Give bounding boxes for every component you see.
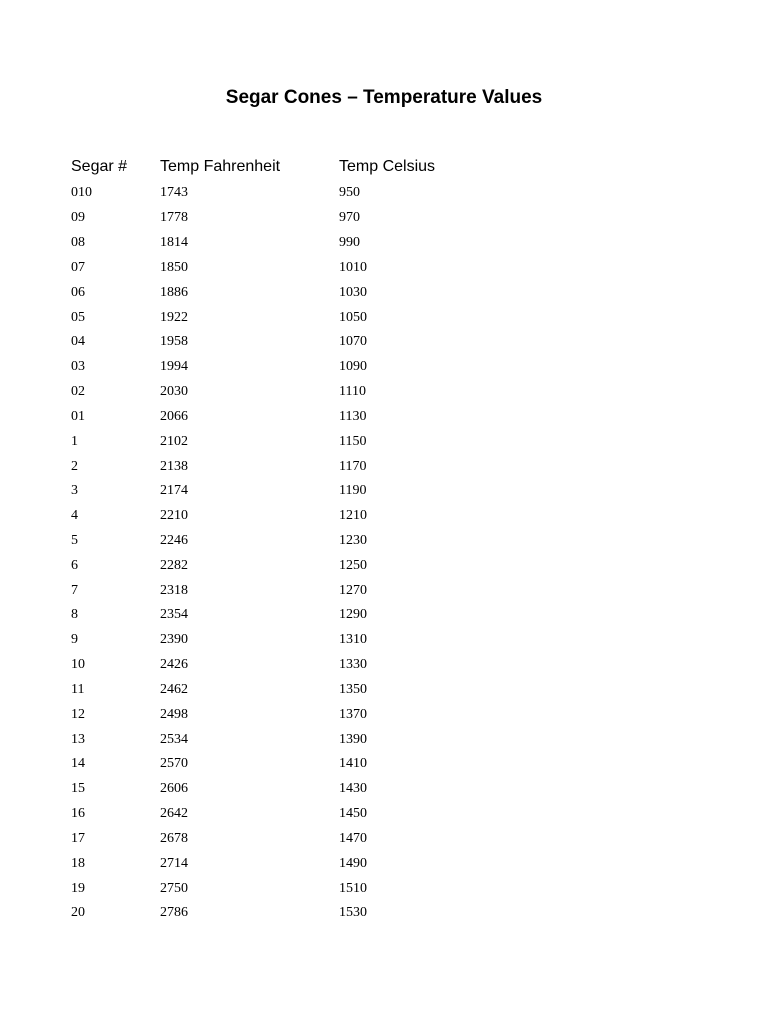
table-row [71, 678, 479, 703]
cell-celsius: 1470 [339, 830, 367, 846]
cell-segar: 20 [71, 905, 85, 921]
table-row [71, 553, 479, 578]
table-row [71, 578, 479, 603]
cell-celsius: 1510 [339, 880, 367, 896]
cell-celsius: 1050 [339, 309, 367, 325]
cell-fahrenheit: 1922 [160, 309, 188, 325]
table-row [71, 404, 479, 429]
cell-celsius: 1090 [339, 359, 367, 375]
cell-fahrenheit: 2390 [160, 632, 188, 648]
cell-segar: 16 [71, 806, 85, 822]
cell-segar: 07 [71, 259, 85, 275]
cell-segar: 6 [71, 557, 78, 573]
cell-celsius: 1490 [339, 855, 367, 871]
cell-celsius: 1350 [339, 681, 367, 697]
cell-fahrenheit: 2570 [160, 756, 188, 772]
cell-celsius: 1010 [339, 259, 367, 275]
cell-fahrenheit: 2714 [160, 855, 188, 871]
cell-fahrenheit: 2642 [160, 806, 188, 822]
cell-segar: 06 [71, 284, 85, 300]
cell-celsius: 1210 [339, 508, 367, 524]
cell-segar: 1 [71, 433, 78, 449]
cell-fahrenheit: 2174 [160, 483, 188, 499]
cell-celsius: 990 [339, 235, 360, 251]
cell-segar: 17 [71, 830, 85, 846]
cell-celsius: 1030 [339, 284, 367, 300]
cell-segar: 5 [71, 533, 78, 548]
cell-celsius: 1270 [339, 582, 367, 598]
cell-fahrenheit: 1958 [160, 334, 188, 350]
cell-fahrenheit: 2102 [160, 433, 188, 449]
cell-segar: 4 [71, 508, 78, 524]
cell-celsius: 1310 [339, 632, 367, 648]
cell-fahrenheit: 2318 [160, 582, 188, 598]
cell-fahrenheit: 2138 [160, 458, 188, 474]
cell-fahrenheit: 2066 [160, 408, 188, 424]
cell-fahrenheit: 2534 [160, 731, 188, 747]
cell-segar: 10 [71, 657, 85, 673]
header-segar: Segar # [71, 158, 128, 175]
cell-celsius: 950 [339, 185, 360, 201]
cell-fahrenheit: 2678 [160, 830, 188, 846]
cell-segar: 19 [71, 880, 85, 896]
cell-fahrenheit: 1850 [160, 259, 188, 275]
cell-fahrenheit: 1994 [160, 359, 188, 375]
cell-segar: 09 [71, 210, 85, 226]
cell-fahrenheit: 2282 [160, 557, 188, 573]
cell-segar: 11 [71, 681, 85, 697]
table-row [71, 529, 479, 554]
cell-fahrenheit: 2426 [160, 657, 188, 673]
table-row [71, 901, 479, 926]
cell-segar: 13 [71, 731, 85, 747]
cell-celsius: 1530 [339, 905, 367, 921]
cell-celsius: 970 [339, 210, 360, 226]
cell-celsius: 1150 [339, 433, 367, 449]
table-row [71, 280, 479, 305]
table-row [71, 504, 479, 529]
cell-fahrenheit: 2498 [160, 706, 188, 722]
table-row [71, 851, 479, 876]
cell-segar: 18 [71, 855, 85, 871]
table-row [71, 628, 479, 653]
table-row [71, 330, 479, 355]
table-row [71, 479, 479, 504]
cell-segar: 05 [71, 309, 85, 325]
table-row [71, 603, 479, 628]
temperature-table [71, 154, 479, 926]
cell-segar: 12 [71, 706, 85, 722]
cell-segar: 08 [71, 235, 85, 251]
table-row [71, 355, 479, 380]
cell-segar: 14 [71, 756, 85, 772]
cell-celsius: 1290 [339, 607, 367, 623]
cell-fahrenheit: 2210 [160, 508, 188, 524]
table-row [71, 702, 479, 727]
cell-celsius: 1110 [339, 384, 366, 400]
table-row [71, 727, 479, 752]
cell-segar: 15 [71, 781, 85, 797]
table-row [71, 255, 479, 280]
cell-fahrenheit: 2030 [160, 384, 188, 400]
cell-celsius: 1250 [339, 557, 367, 573]
cell-celsius: 1170 [339, 458, 367, 474]
table-row [71, 653, 479, 678]
cell-celsius: 1390 [339, 731, 367, 747]
table-row [71, 802, 479, 827]
header-fahrenheit: Temp Fahrenheit [160, 158, 281, 175]
cell-celsius: 1430 [339, 781, 367, 797]
cell-fahrenheit: 2750 [160, 880, 188, 896]
table-row [71, 454, 479, 479]
table-row [71, 181, 479, 206]
cell-segar: 3 [71, 483, 78, 499]
header-celsius: Temp Celsius [339, 158, 436, 175]
cell-fahrenheit: 2246 [160, 533, 188, 548]
table-body [71, 181, 479, 926]
cell-celsius: 1070 [339, 334, 367, 350]
cell-fahrenheit: 2786 [160, 905, 188, 921]
table-row [71, 777, 479, 802]
cell-fahrenheit: 1778 [160, 210, 188, 226]
cell-celsius: 1410 [339, 756, 367, 772]
cell-segar: 04 [71, 334, 85, 350]
cell-celsius: 1450 [339, 806, 367, 822]
table-row [71, 380, 479, 405]
cell-segar: 02 [71, 384, 85, 400]
cell-segar: 8 [71, 607, 78, 623]
cell-segar: 03 [71, 359, 85, 375]
cell-celsius: 1370 [339, 706, 367, 722]
cell-fahrenheit: 1743 [160, 185, 188, 201]
cell-fahrenheit: 2606 [160, 781, 188, 797]
cell-segar: 010 [71, 185, 92, 201]
cell-celsius: 1130 [339, 408, 367, 424]
table-row [71, 305, 479, 330]
table-header [71, 154, 479, 180]
page-title: Segar Cones – Temperature Values [225, 87, 543, 108]
cell-segar: 01 [71, 408, 85, 424]
table-row [71, 231, 479, 256]
cell-celsius: 1190 [339, 483, 367, 499]
cell-celsius: 1230 [339, 533, 367, 548]
table-row [71, 752, 479, 777]
cell-fahrenheit: 1814 [160, 235, 188, 251]
table-row [71, 827, 479, 852]
cell-fahrenheit: 1886 [160, 284, 188, 300]
cell-celsius: 1330 [339, 657, 367, 673]
cell-segar: 2 [71, 458, 78, 474]
cell-fahrenheit: 2462 [160, 681, 188, 697]
table-row [71, 429, 479, 454]
table-row [71, 876, 479, 901]
cell-segar: 7 [71, 582, 78, 598]
table-row [71, 206, 479, 231]
cell-segar: 9 [71, 632, 78, 648]
cell-fahrenheit: 2354 [160, 607, 188, 623]
